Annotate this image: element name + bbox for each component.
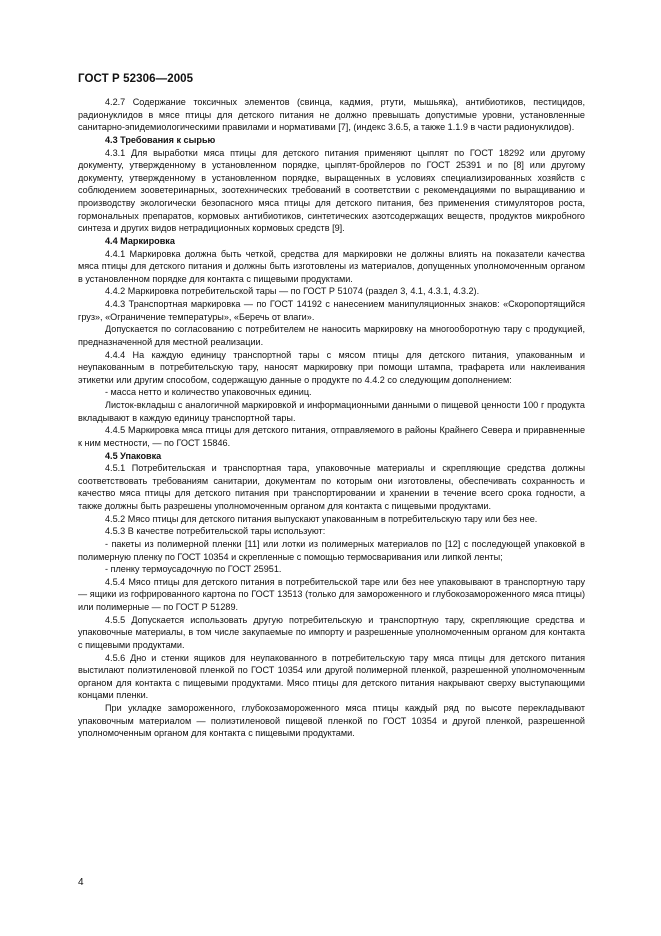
- section-heading: 4.4 Маркировка: [105, 235, 175, 246]
- paragraph: 4.4.1 Маркировка должна быть четкой, средства для маркировки не должны влиять на показатели качества мяса птицы для детского питания и должны быть изготовлены из материалов, допущенных уполномоченным органом в установленном порядке для контакта с пищевыми продуктами.: [78, 248, 585, 284]
- section-heading: 4.5 Упаковка: [105, 450, 162, 461]
- paragraph: 4.3.1 Для выработки мяса птицы для детского питания применяют цыплят по ГОСТ 18292 или другому документу, утвержденному в установленном порядке, цыплят-бройлеров по ГОСТ 25391 и по [8] или другому документу, утвержденному в установленном порядке, выращенных в условиях специализированных хозяйств с соблюдением зооветеринарных, зоотехнических требований в соответствии с рекомендациями по выращиванию и производству экологически безопасного мяса птицы для детского питания, без применения стимуляторов роста, гормональных препаратов, кормовых антибиотиков, синтетических азотсодержащих веществ, продуктов микробного синтеза и других видов нетрадиционных кормовых средств [9].: [78, 147, 585, 234]
- paragraph: 4.5.1 Потребительская и транспортная тара, упаковочные материалы и скрепляющие средства должны соответствовать требованиям санитарии, документам по которым они изготовлены, обеспечивать сохранность и качество мяса птицы для детского питания при транспортировании и хранении в течение всего срока годности, а также должны быть разрешены уполномоченным органом для контакта с пищевыми продуктами.: [78, 463, 585, 511]
- paragraph: При укладке замороженного, глубокозамороженного мяса птицы каждый ряд по высоте перекладывают упаковочным материалом — полиэтиленовой пищевой пленкой по ГОСТ 10354 и другой пленкой, разрешенной уполномоченным органом для контакта с пищевыми продуктами.: [78, 703, 585, 739]
- paragraph: - пакеты из полимерной пленки [11] или лотки из полимерных материалов по [12] с последующей упаковкой в полимерную пленку по ГОСТ 10354 и скрепленные с помощью термосваривания или липкой ленты;: [78, 538, 585, 562]
- paragraph: 4.4.2 Маркировка потребительской тары — по ГОСТ Р 51074 (раздел 3, 4.1, 4.3.1, 4.3.2).: [105, 286, 480, 297]
- paragraph: 4.5.2 Мясо птицы для детского питания выпускают упакованным в потребительскую тару или без нее.: [105, 513, 538, 524]
- paragraph: Листок-вкладыш с аналогичной маркировкой и информационными данными о пищевой ценности 100 г продукта вкладывают в каждую единицу транспортной тары.: [78, 400, 585, 423]
- document-header: ГОСТ Р 52306—2005: [78, 73, 194, 85]
- document-body: [78, 96, 585, 740]
- paragraph: - пленку термоусадочную по ГОСТ 25951.: [105, 564, 282, 575]
- section-heading: 4.3 Требования к сырью: [105, 134, 216, 145]
- paragraph: 4.5.3 В качестве потребительской тары используют:: [105, 526, 326, 537]
- paragraph: 4.5.5 Допускается использовать другую потребительскую и транспортную тару, скрепляющие средства и упаковочные материалы, в том числе закупаемые по импорту и разрешенные уполномоченным органом для контакта с пищевыми продуктами.: [78, 614, 585, 650]
- paragraph: 4.4.3 Транспортная маркировка — по ГОСТ 14192 с нанесением манипуляционных знаков: «Скоропортящийся груз», «Ограничение температуры», «Беречь от влаги».: [78, 299, 585, 322]
- paragraph: 4.4.5 Маркировка мяса птицы для детского питания, отправляемого в районы Крайнего Севера и приравненные к ним местности, — по ГОСТ 15846.: [78, 425, 585, 448]
- paragraph: 4.4.4 На каждую единицу транспортной тары с мясом птицы для детского питания, упакованным и неупакованным в потребительскую тару, наносят маркировку при помощи штампа, трафарета или наклеивания этикетки или другим способом, содержащую данные о продукте по 4.4.2 со следующим дополнением:: [78, 349, 585, 385]
- paragraph: 4.5.6 Дно и стенки ящиков для неупакованного в потребительскую тару мяса птицы для детского питания выстилают полиэтиленовой пленкой по ГОСТ 10354 или другой полимерной пленкой, разрешенной уполномоченным органом для контакта с пищевыми продуктами. Мясо птицы для детского питания накрывают сверху выступающими концами пленки.: [78, 652, 585, 701]
- paragraph: 4.2.7 Содержание токсичных элементов (свинца, кадмия, ртути, мышьяка), антибиотиков, пестицидов, радионуклидов в мясе птицы для детского питания не должно превышать допустимые уровни, установленные санитарно-эпидемиологическими правилами и нормативами [7], (индекс 3.6.5, а также 1.1.9 в части радионуклидов).: [78, 97, 585, 133]
- paragraph: 4.5.4 Мясо птицы для детского питания в потребительской таре или без нее упаковывают в транспортную тару — ящики из гофрированного картона по ГОСТ 13513 (только для замороженного и глубокозамороженного мяса птицы) или полимерные — по ГОСТ Р 51289.: [78, 576, 585, 612]
- page-number: 4: [78, 877, 84, 888]
- paragraph: Допускается по согласованию с потребителем не наносить маркировку на многооборотную тару с продукцией, предназначенной для местной реализации.: [78, 324, 585, 347]
- paragraph: - масса нетто и количество упаковочных единиц.: [105, 387, 312, 398]
